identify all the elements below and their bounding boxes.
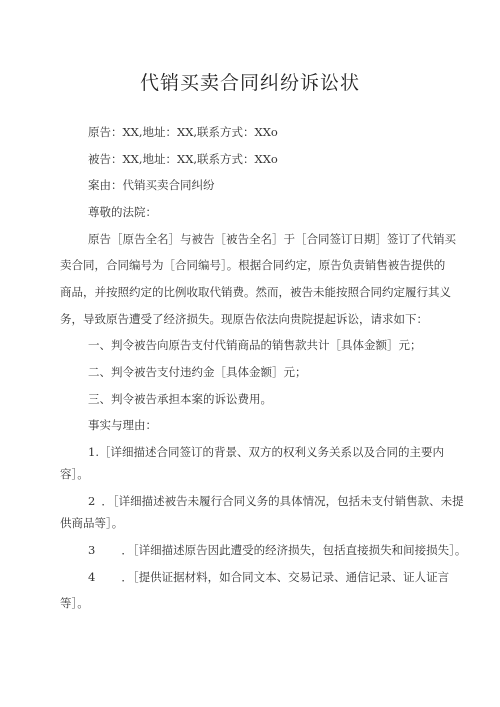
- intro-line-3: 商品，并按照约定的比例收取代销费。然而，被告未能按照合同约定履行其义: [60, 285, 451, 299]
- fact-2: [88, 494, 464, 508]
- intro-line-2: 卖合同，合同编号为［合同编号］。根据合同约定，原告负责销售被告提供的: [60, 258, 446, 272]
- fact-2-text: ．［详细描述被告未履行合同义务的具体情况，包括未支付销售款、未提: [101, 494, 464, 508]
- cause-line: 案由：代销买卖合同纠纷: [88, 178, 215, 192]
- fact-3-text: ．［详细描述原告因此遭受的经济损失，包括直接损失和间接损失］。: [121, 543, 467, 557]
- fact-2-number: 2: [88, 494, 96, 508]
- document-title: 代销买卖合同纠纷诉讼状: [139, 72, 360, 94]
- facts-heading: 事实与理由：: [88, 418, 157, 432]
- fact-4: [88, 570, 449, 584]
- fact-1-text: ［详细描述合同签订的背景、双方的权利义务关系以及合同的主要内: [98, 445, 444, 459]
- fact-1: [88, 445, 444, 459]
- fact-3-number: 3: [88, 543, 96, 557]
- fact-3: [88, 543, 466, 557]
- claim-3: 三、判令被告承担本案的诉讼费用。: [88, 392, 272, 406]
- fact-4-text: ．［提供证据材料，如合同文本、交易记录、通信记录、证人证言: [121, 570, 450, 584]
- fact-4-number: 4: [88, 570, 96, 584]
- fact-1-number: 1.: [88, 445, 99, 459]
- fact-4-continued: 等］。: [60, 596, 89, 610]
- salutation-line: 尊敬的法院：: [88, 205, 157, 219]
- claim-1: 一、判令被告向原告支付代销商品的销售款共计［具体金额］元；: [88, 338, 422, 352]
- claim-2: 二、判令被告支付违约金［具体金额］元；: [88, 365, 307, 379]
- intro-line-1: 原告［原告全名］与被告［被告全名］于［合同签订日期］签订了代销买: [88, 232, 456, 246]
- fact-1-continued: 容］。: [60, 467, 89, 481]
- plaintiff-line: 原告：XX,地址：XX,联系方式：XXo: [88, 125, 278, 139]
- defendant-line: 被告：XX,地址：XX,联系方式：XXo: [88, 152, 278, 166]
- fact-2-continued: 供商品等］。: [60, 516, 124, 530]
- intro-line-4: 务，导致原告遭受了经济损失。现原告依法向贵院提起诉讼，请求如下：: [60, 312, 428, 326]
